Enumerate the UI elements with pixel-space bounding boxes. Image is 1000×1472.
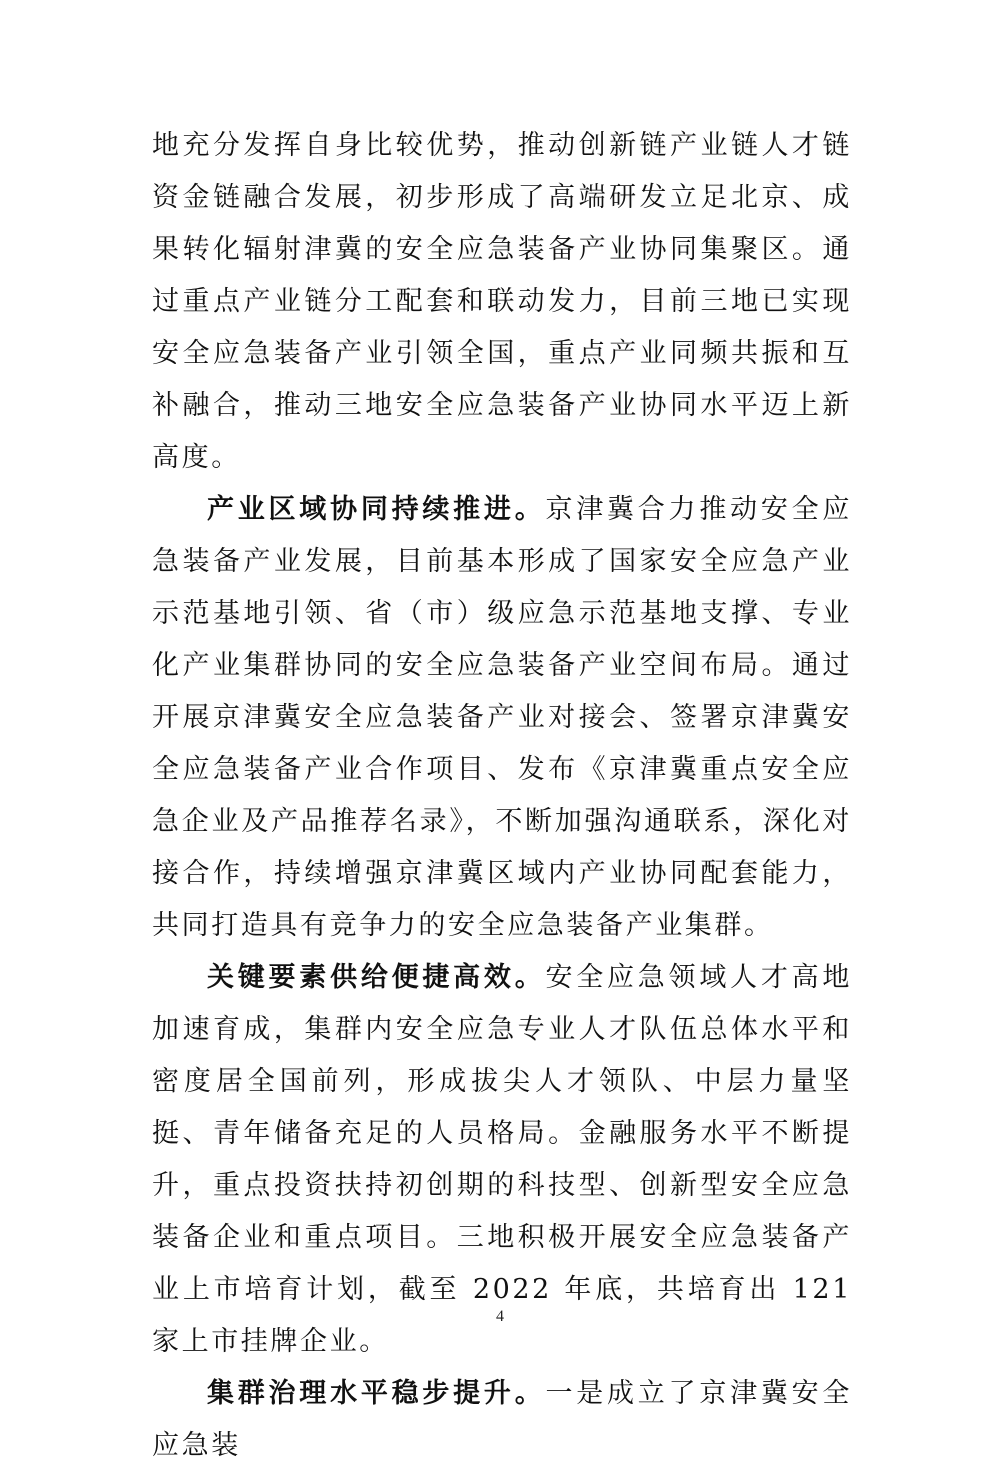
paragraph-heading: 集群治理水平稳步提升。 bbox=[207, 1378, 546, 1409]
paragraph-continuation bbox=[152, 120, 852, 484]
paragraph-heading: 关键要素供给便捷高效。 bbox=[207, 962, 546, 993]
paragraph-cluster-governance bbox=[152, 1368, 852, 1472]
paragraph-text: 一是成立了京津冀安全应急装 bbox=[152, 1378, 852, 1461]
paragraph-text: 地充分发挥自身比较优势，推动创新链产业链人才链资金链融合发展，初步形成了高端研发立足北京、成果转化辐射津冀的安全应急装备产业协同集聚区。通过重点产业链分工配套和联动发力，目前三地已实现安全应急装备产业引领全国，重点产业同频共振和互补融合，推动三地安全应急装备产业协同水平迈上新高度。 bbox=[152, 130, 852, 473]
body-text bbox=[152, 120, 852, 1472]
page-number: 4 bbox=[496, 1308, 504, 1325]
paragraph-industry-coordination bbox=[152, 484, 852, 952]
paragraph-text: 安全应急领域人才高地加速育成，集群内安全应急专业人才队伍总体水平和密度居全国前列，形成拔尖人才领队、中层力量坚挺、青年储备充足的人员格局。金融服务水平不断提升，重点投资扶持初创期的科技型、创新型安全应急装备企业和重点项目。三地积极开展安全应急装备产业上市培育计划，截至 2022 年底，共培育出 121 家上市挂牌企业。 bbox=[152, 962, 852, 1357]
paragraph-key-factors bbox=[152, 952, 852, 1368]
paragraph-text: 京津冀合力推动安全应急装备产业发展，目前基本形成了国家安全应急产业示范基地引领、省（市）级应急示范基地支撑、专业化产业集群协同的安全应急装备产业空间布局。通过开展京津冀安全应急装备产业对接会、签署京津冀安全应急装备产业合作项目、发布《京津冀重点安全应急企业及产品推荐名录》，不断加强沟通联系，深化对接合作，持续增强京津冀区域内产业协同配套能力，共同打造具有竞争力的安全应急装备产业集群。 bbox=[152, 494, 852, 941]
paragraph-heading: 产业区域协同持续推进。 bbox=[207, 494, 546, 525]
